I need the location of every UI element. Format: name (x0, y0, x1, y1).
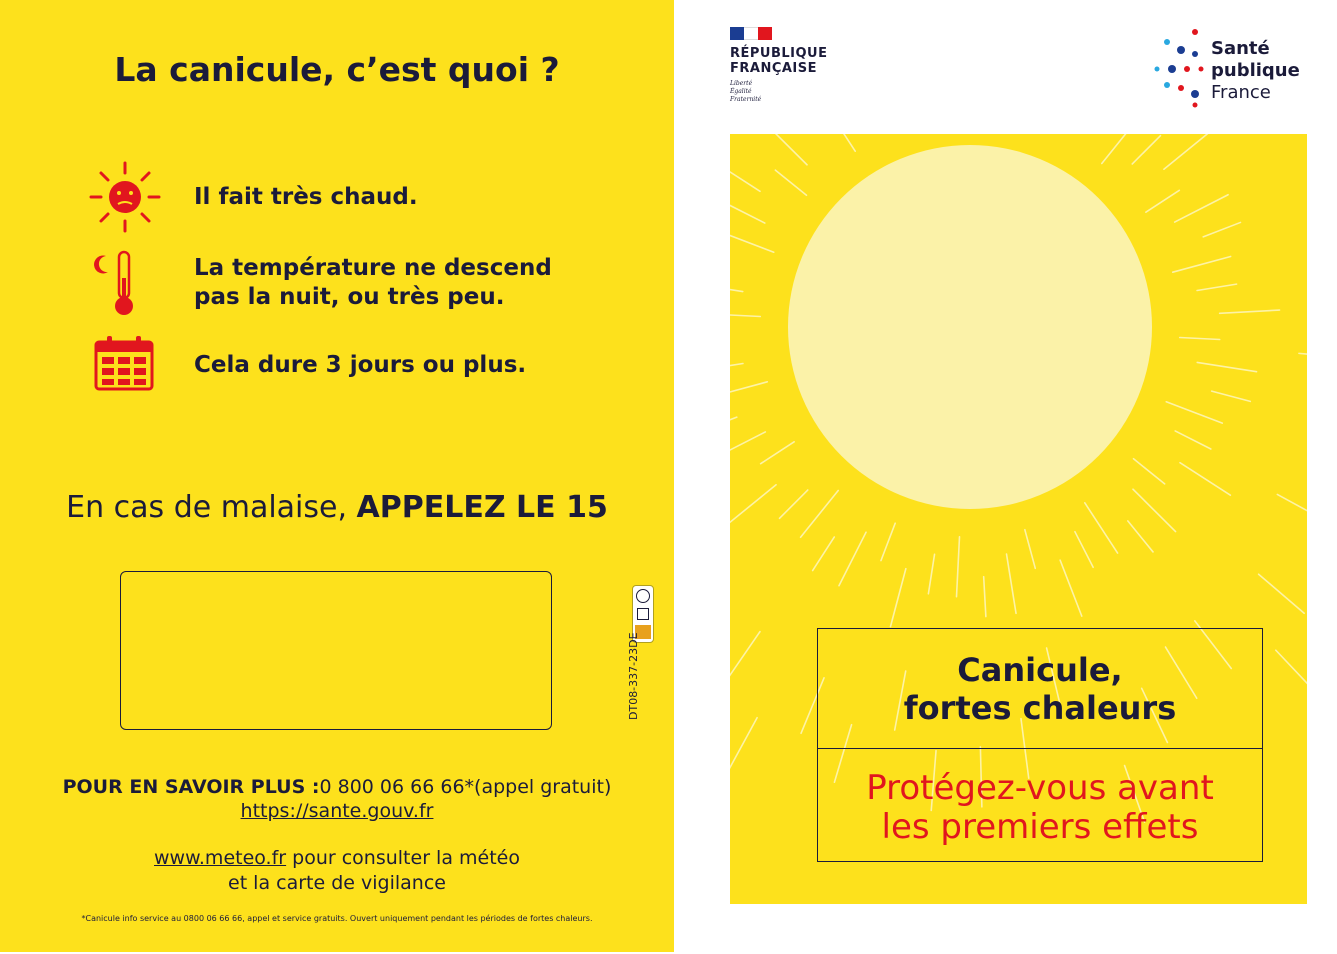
sun-ray (730, 382, 767, 398)
sun-ray (775, 170, 806, 195)
sun-ray (822, 134, 855, 151)
sun-ray (1175, 195, 1228, 222)
devise-egalite: Égalité (730, 88, 752, 95)
devise-liberte: Liberté (730, 80, 753, 87)
sun-ray (730, 417, 737, 431)
sun-ray (801, 491, 839, 538)
cover-subtitle-line1: Protégez-vous avant (866, 768, 1214, 808)
sun-ray (1007, 554, 1017, 613)
sun-ray (1220, 310, 1280, 313)
sun-disc (788, 145, 1152, 509)
footnote: *Canicule info service au 0800 06 66 66, appel et service gratuits. Ouvert uniquement pendant les périodes de fortes chaleurs. (81, 914, 593, 923)
title-divider (818, 748, 1262, 749)
sun-ray (1146, 190, 1179, 212)
sun-ray (1276, 650, 1307, 694)
info-night-line2: pas la nuit, ou très peu. (194, 284, 505, 310)
republique-francaise-logo (730, 46, 828, 76)
meteo-text-line2: et la carte de vigilance (228, 872, 446, 894)
page-title: La canicule, c’est quoi ? (114, 50, 560, 89)
emergency-prefix: En cas de malaise, (66, 490, 357, 525)
sun-ray (730, 432, 765, 459)
sun-ray (957, 537, 960, 597)
sun-ray (730, 632, 760, 681)
sun-ray (730, 159, 760, 192)
sun-ray (1175, 431, 1211, 449)
spf-line2: publique (1211, 60, 1300, 81)
phone-note: (appel gratuit) (474, 776, 612, 798)
sun-ray (764, 134, 807, 165)
meteo-link[interactable]: www.meteo.fr (154, 847, 287, 869)
sante-publique-france-logo-dots (1154, 28, 1204, 108)
rf-line1: RÉPUBLIQUE (730, 46, 828, 61)
meteo-text-line1: pour consulter la météo (286, 847, 520, 869)
sun-ray (1259, 574, 1305, 613)
sun-ray (881, 523, 895, 560)
sun-ray (1197, 284, 1236, 290)
sun-ray (780, 490, 808, 518)
sun-ray (1180, 463, 1230, 496)
sun-ray (1075, 532, 1093, 568)
sun-ray (730, 718, 757, 771)
devise-fraternite: Fraternité (730, 96, 762, 103)
sun-ray (1299, 353, 1307, 358)
title-box (817, 628, 1263, 862)
sun-ray (730, 282, 743, 291)
info-night (194, 254, 552, 312)
sun-ray (730, 231, 774, 252)
sun-ray (1203, 222, 1240, 236)
info-hot: Il fait très chaud. (194, 184, 418, 210)
sun-ray (1133, 489, 1176, 531)
cover-title-line2: fortes chaleurs (903, 689, 1177, 727)
rf-line2: FRANÇAISE (730, 61, 818, 76)
info-duration: Cela dure 3 jours ou plus. (194, 352, 527, 378)
sun-ray (1173, 257, 1231, 273)
sun-ray (1134, 459, 1165, 484)
devise (730, 80, 761, 104)
sun-ray (1164, 134, 1211, 169)
cover-subtitle-line2: les premiers effets (881, 807, 1199, 847)
more-info (0, 776, 674, 798)
sun-ray (890, 569, 905, 627)
emergency-number: APPELEZ LE 15 (356, 490, 608, 525)
calendar-icon (93, 334, 155, 392)
moon-thermometer-icon (90, 248, 140, 320)
emergency-callout (0, 490, 674, 525)
sun-ray (1180, 337, 1220, 339)
sun-ray (730, 315, 760, 317)
sun-ray (1060, 560, 1082, 616)
sun-ray (1102, 134, 1140, 163)
sun-ray (730, 485, 776, 523)
sante-link-wrap (0, 800, 674, 822)
document-code: DT08-337-23DE (627, 632, 640, 720)
address-box (120, 571, 552, 730)
cover-subtitle (818, 769, 1262, 847)
sante-link[interactable]: https://sante.gouv.fr (240, 800, 434, 822)
sun-illustration (730, 134, 1307, 904)
more-info-label: POUR EN SAVOIR PLUS : (62, 776, 320, 798)
sun-ray (984, 577, 986, 617)
sun-ray (1128, 521, 1153, 552)
phone-number: 0 800 06 66 66* (319, 776, 475, 798)
sun-ray (1197, 362, 1256, 371)
sun-ray (1085, 503, 1118, 553)
sun-ray (1277, 494, 1307, 523)
sun-ray (928, 554, 934, 594)
sun-ray (839, 532, 866, 586)
sun-ray (761, 442, 794, 464)
sun-ray (1166, 402, 1222, 423)
sun-ray (1212, 391, 1251, 401)
sante-publique-france-logo-text (1211, 38, 1300, 104)
marianne-logo (730, 27, 772, 40)
sun-ray (813, 537, 835, 571)
cover-title (818, 651, 1262, 727)
info-night-line1: La température ne descend (194, 255, 552, 281)
sun-ray (1132, 136, 1160, 164)
leaflet-front-panel (727, 0, 1310, 904)
spf-line3: France (1211, 82, 1271, 103)
spf-line1: Santé (1211, 38, 1270, 59)
sun-ray (730, 205, 765, 223)
sun-ray (730, 364, 743, 370)
sun-face-icon (88, 160, 162, 234)
sun-ray (1025, 530, 1035, 569)
meteo-info (0, 846, 674, 896)
cover-title-line1: Canicule, (957, 651, 1123, 689)
